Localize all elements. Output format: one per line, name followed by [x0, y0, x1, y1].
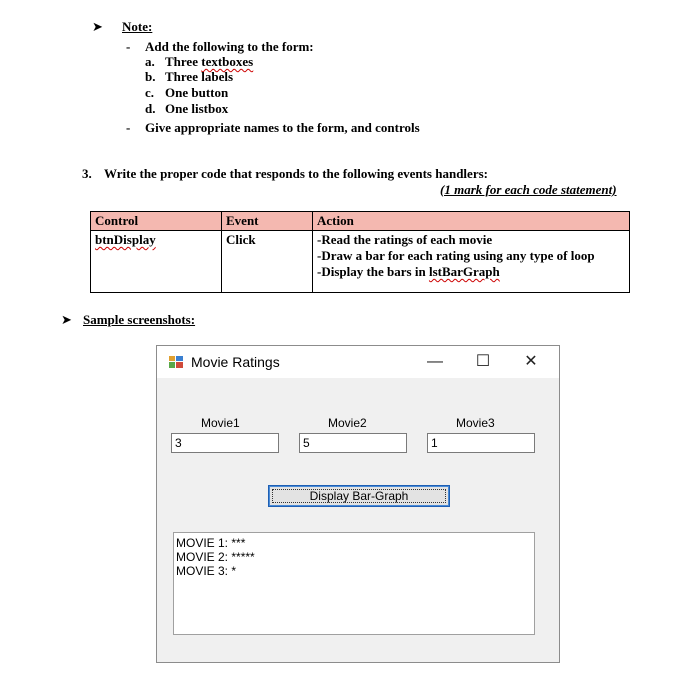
- label-movie2: Movie2: [328, 416, 367, 430]
- sub-item-a: Three textboxes: [165, 54, 254, 69]
- sub-item-c: One button: [165, 85, 229, 100]
- question-number: 3.: [82, 166, 92, 181]
- header-control: Control: [91, 212, 222, 231]
- label-movie3: Movie3: [456, 416, 495, 430]
- sub-letter-d: d.: [145, 101, 156, 116]
- sub-item-d: One listbox: [165, 101, 229, 116]
- note-heading: Note:: [122, 19, 153, 34]
- cell-action: [313, 231, 630, 293]
- bullet-arrow-icon: ➤: [92, 19, 103, 34]
- maximize-button[interactable]: ☐: [475, 353, 491, 370]
- movie3-input[interactable]: 1: [427, 433, 535, 453]
- window-titlebar: [157, 346, 559, 378]
- focus-rectangle: [272, 489, 446, 503]
- note-item-1: Add the following to the form:: [145, 39, 314, 54]
- sub-letter-b: b.: [145, 69, 156, 84]
- action-line-1: -Read the ratings of each movie: [317, 232, 493, 247]
- question-marks: (1 mark for each code statement): [440, 182, 617, 197]
- header-event: Event: [222, 212, 313, 231]
- display-bar-graph-button[interactable]: [268, 485, 450, 507]
- label-movie1: Movie1: [201, 416, 240, 430]
- sub-letter-a: a.: [145, 54, 155, 69]
- list-item[interactable]: MOVIE 2: *****: [176, 550, 255, 564]
- minimize-button[interactable]: —: [427, 353, 443, 370]
- dash-bullet: -: [126, 39, 131, 54]
- bar-graph-listbox[interactable]: [173, 532, 535, 635]
- sub-item-b: Three labels: [165, 69, 234, 84]
- sample-heading: Sample screenshots:: [83, 312, 196, 327]
- event-handlers-table: [90, 211, 630, 293]
- form-app-icon: [169, 356, 183, 368]
- table-header-row: [91, 212, 630, 231]
- button-label: Display Bar-Graph: [309, 489, 409, 503]
- close-button[interactable]: ✕: [524, 353, 538, 370]
- movie-ratings-window: [156, 345, 560, 663]
- note-item-2: Give appropriate names to the form, and controls: [145, 120, 420, 135]
- action-line-3: -Display the bars in lstBarGraph: [317, 264, 500, 279]
- movie1-input[interactable]: 3: [171, 433, 279, 453]
- cell-control: btnDisplay: [91, 231, 222, 293]
- window-title: Movie Ratings: [191, 354, 280, 370]
- bullet-arrow-icon: ➤: [61, 312, 72, 327]
- list-item[interactable]: MOVIE 1: ***: [176, 536, 246, 550]
- table-row: [91, 231, 630, 293]
- dash-bullet: -: [126, 120, 131, 135]
- action-line-2: -Draw a bar for each rating using any type of loop: [317, 248, 595, 263]
- movie2-input[interactable]: 5: [299, 433, 407, 453]
- question-text: Write the proper code that responds to the following events handlers:: [104, 166, 488, 181]
- sub-letter-c: c.: [145, 85, 155, 100]
- list-item[interactable]: MOVIE 3: *: [176, 564, 237, 578]
- cell-event: Click: [222, 231, 313, 293]
- header-action: Action: [313, 212, 630, 231]
